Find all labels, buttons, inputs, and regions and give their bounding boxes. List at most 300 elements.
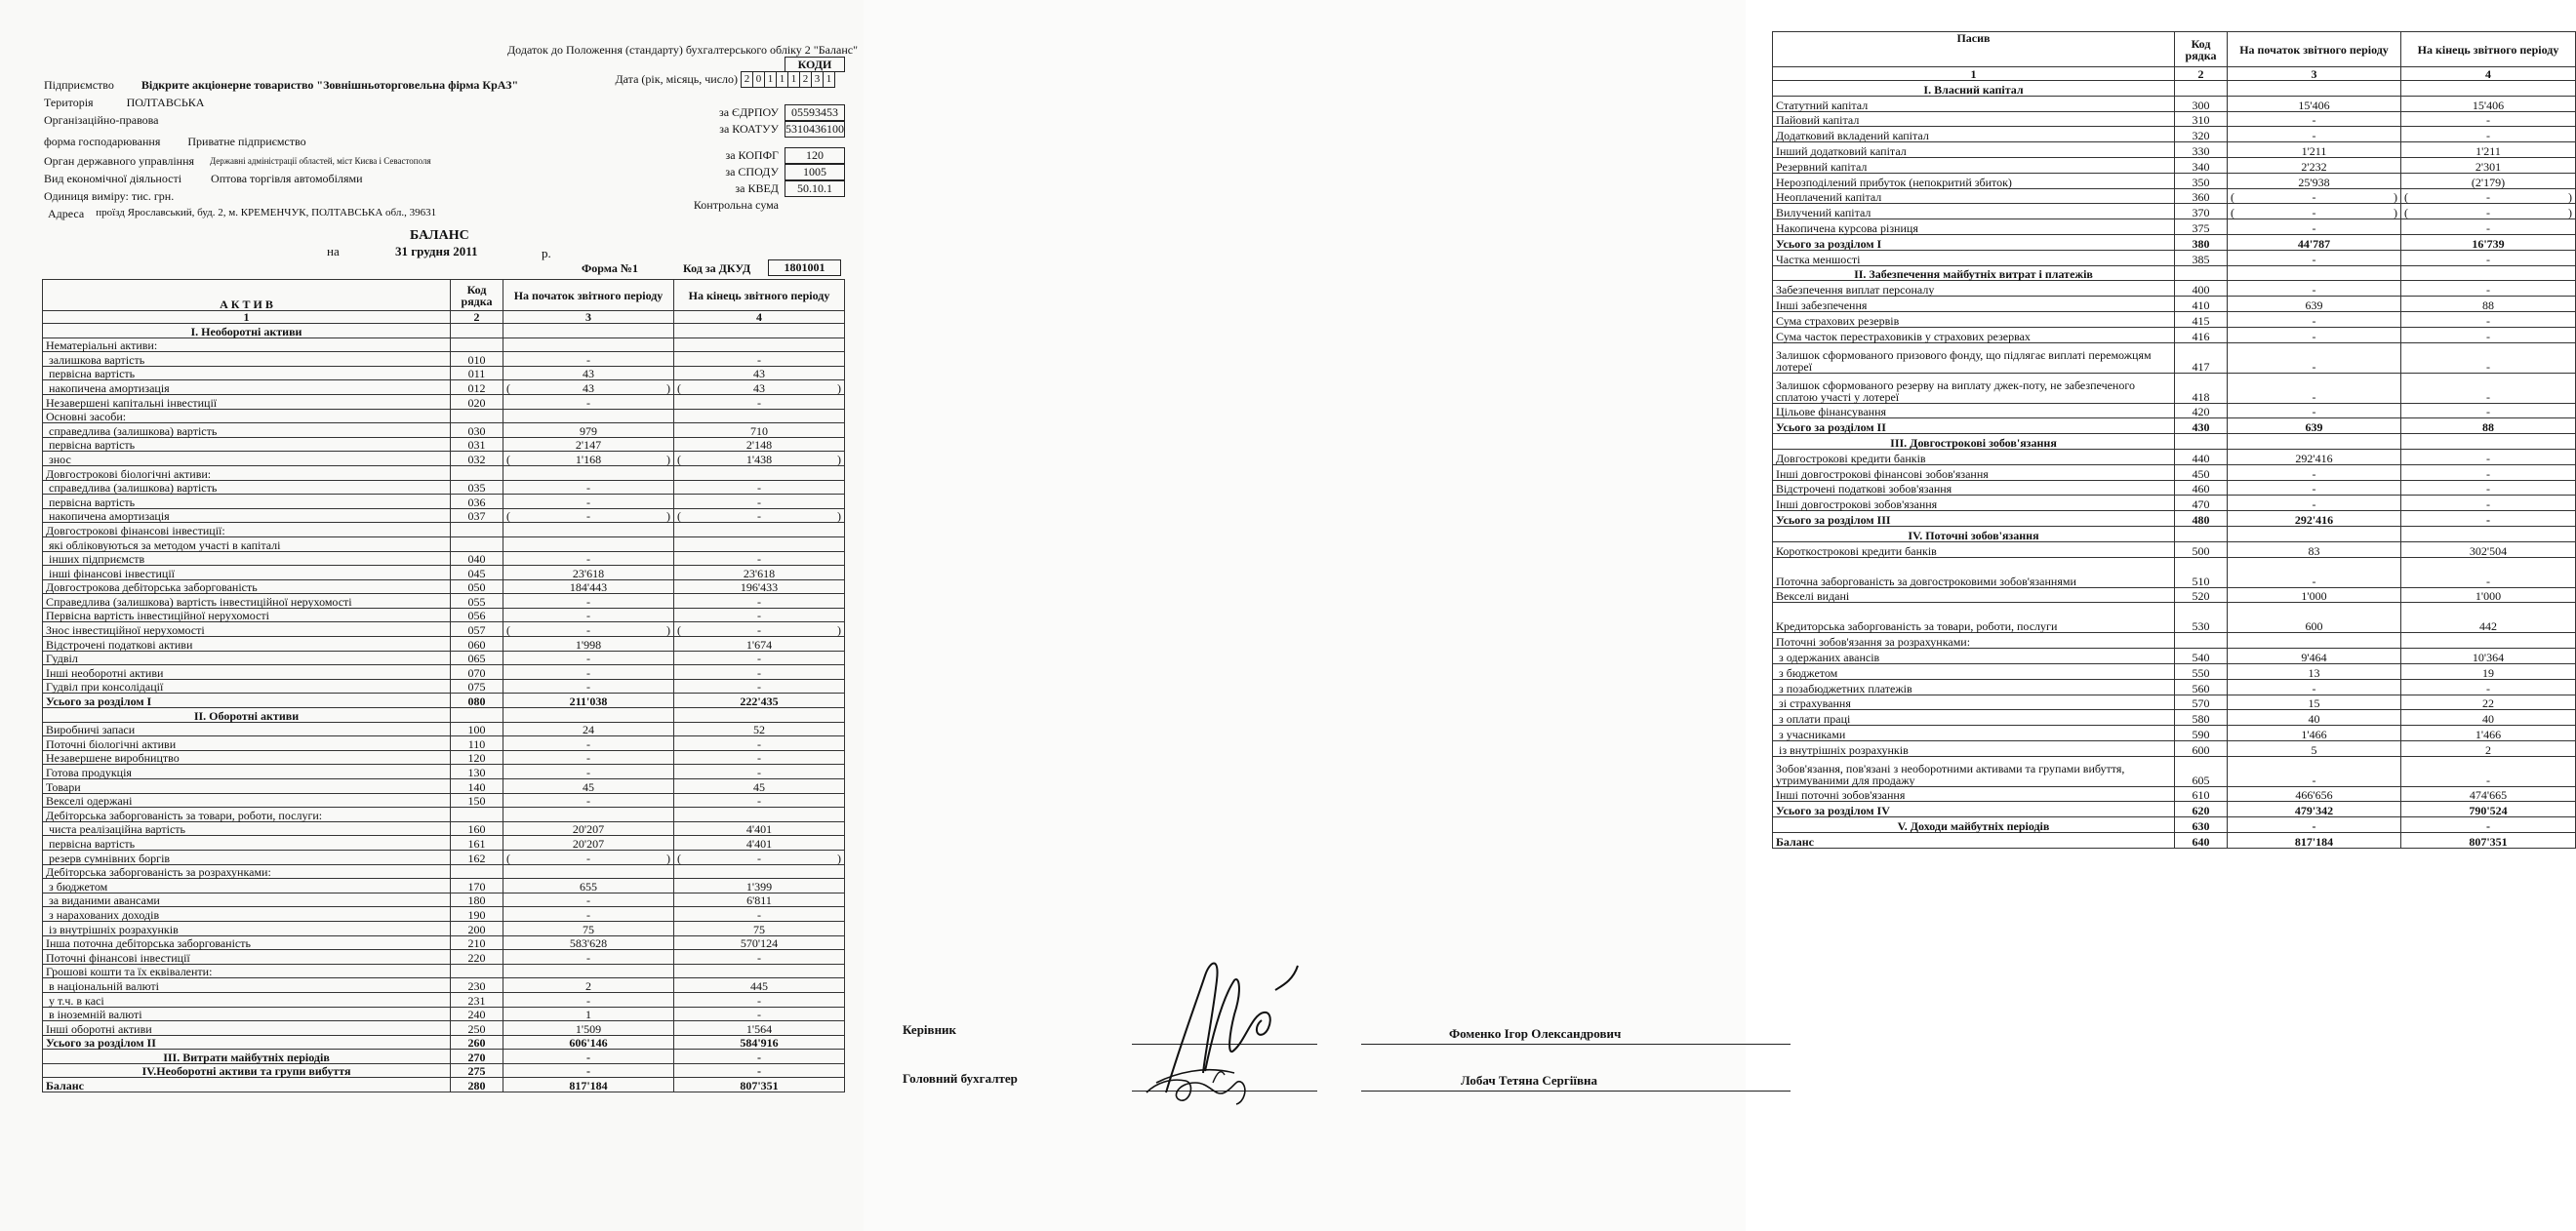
row-label: Інша поточна дебіторська заборгованість xyxy=(43,935,451,950)
table-row xyxy=(43,495,845,509)
row-value-end: 10'364 xyxy=(2401,649,2576,664)
table-row xyxy=(1773,127,2576,142)
table-row xyxy=(43,736,845,751)
balance-title: БАЛАНС xyxy=(410,228,469,243)
row-label: Незавершені капітальні інвестиції xyxy=(43,394,451,409)
row-value-end xyxy=(674,536,845,551)
row-label: з бюджетом xyxy=(1773,663,2175,679)
row-value-start: - xyxy=(2228,373,2401,403)
table-row xyxy=(1773,418,2576,434)
row-value-start: 600 xyxy=(2228,603,2401,633)
row-label: Дебіторська заборгованість за товари, роботи, послуги: xyxy=(43,808,451,822)
row-value-end: 52 xyxy=(674,722,845,736)
row-value-start: - xyxy=(503,907,674,922)
row-value-end: - xyxy=(2401,250,2576,265)
row-label: Інші оборотні активи xyxy=(43,1021,451,1036)
row-label: Частка меншості xyxy=(1773,250,2175,265)
row-value-end xyxy=(674,508,845,523)
section-heading: IV. Поточні зобов'язання xyxy=(1773,526,2175,541)
row-label: Довгострокові фінансові інвестиції: xyxy=(43,523,451,537)
row-label: Поточна заборгованість за довгостроковими зобов'язаннями xyxy=(1773,557,2175,587)
row-value-start: 20'207 xyxy=(503,836,674,851)
row-code: 100 xyxy=(451,722,503,736)
date-row xyxy=(597,71,845,88)
paren-close: ) xyxy=(2394,206,2397,220)
row-code: 220 xyxy=(451,950,503,965)
row-label: Відстрочені податкові зобов'язання xyxy=(1773,480,2175,496)
row-label: які обліковуються за методом участі в капіталі xyxy=(43,536,451,551)
row-value-start: - xyxy=(2228,219,2401,235)
row-value-end: 2'301 xyxy=(2401,157,2576,173)
table-row xyxy=(43,1063,845,1078)
row-label: Знос інвестиційної нерухомості xyxy=(43,622,451,637)
row-value-start: - xyxy=(2228,817,2401,833)
row-value-end: - xyxy=(674,679,845,694)
row-value-start: 211'038 xyxy=(503,694,674,708)
paren-close: ) xyxy=(2568,206,2572,220)
row-value-start: - xyxy=(503,1063,674,1078)
row-value-start: - xyxy=(2228,327,2401,342)
row-label: Цільове фінансування xyxy=(1773,403,2175,418)
row-value-end: - xyxy=(674,651,845,665)
row-value-start: - xyxy=(503,551,674,566)
row-label: з нарахованих доходів xyxy=(43,907,451,922)
table-row xyxy=(43,1021,845,1036)
code-row xyxy=(597,164,845,180)
row-value-end: - xyxy=(674,352,845,367)
row-value-end: - xyxy=(2401,496,2576,511)
row-label: Інші забезпечення xyxy=(1773,297,2175,312)
row-label: Незавершене виробництво xyxy=(43,750,451,765)
row-code: 375 xyxy=(2175,219,2228,235)
assets-header-name: А К Т И В xyxy=(43,280,451,311)
value-text: 43 xyxy=(753,380,765,395)
table-row xyxy=(1773,464,2576,480)
row-code: 610 xyxy=(2175,786,2228,802)
table-row xyxy=(43,338,845,352)
value-text: 1'438 xyxy=(745,452,773,466)
paren-open: ( xyxy=(2231,206,2234,220)
row-code: 180 xyxy=(451,893,503,907)
row-label: Інші необоротні активи xyxy=(43,665,451,680)
table-row xyxy=(1773,373,2576,403)
table-row xyxy=(1773,802,2576,817)
row-label: з позабюджетних платежів xyxy=(1773,679,2175,695)
paren-close: ) xyxy=(666,509,670,524)
balance-on-label: на xyxy=(327,244,340,258)
row-code: 210 xyxy=(451,935,503,950)
row-value-end xyxy=(674,622,845,637)
assets-header-code: Код рядка xyxy=(451,280,503,311)
table-row xyxy=(43,665,845,680)
row-code: 032 xyxy=(451,452,503,466)
table-row xyxy=(1773,111,2576,127)
table-row xyxy=(1773,81,2576,97)
date-cells xyxy=(742,71,835,88)
table-row xyxy=(1773,297,2576,312)
liab-header-end: На кінець звітного періоду xyxy=(2401,32,2576,67)
row-code: 031 xyxy=(451,437,503,452)
row-value-end xyxy=(674,409,845,423)
gov-label: Орган державного управління xyxy=(44,154,195,168)
table-row xyxy=(43,921,845,935)
row-value-start: - xyxy=(503,950,674,965)
row-value-start: 2 xyxy=(503,978,674,993)
table-row xyxy=(43,594,845,609)
table-row xyxy=(43,964,845,978)
empty-cell xyxy=(674,324,845,338)
row-label: Усього за розділом IV xyxy=(1773,802,2175,817)
row-code: 510 xyxy=(2175,557,2228,587)
table-row xyxy=(1773,342,2576,373)
table-row xyxy=(43,779,845,794)
balance-page-liabilities xyxy=(864,0,2572,1231)
row-label: Баланс xyxy=(1773,833,2175,849)
row-code: 070 xyxy=(451,665,503,680)
row-value-start: 15 xyxy=(2228,695,2401,710)
liabilities-table xyxy=(1772,31,2576,849)
row-value-start: - xyxy=(2228,250,2401,265)
row-value-end: - xyxy=(674,665,845,680)
liab-header-start: На початок звітного періоду xyxy=(2228,32,2401,67)
row-code xyxy=(451,523,503,537)
row-label: із внутрішніх розрахунків xyxy=(43,921,451,935)
row-value-end xyxy=(674,864,845,879)
row-value-start xyxy=(503,465,674,480)
table-row xyxy=(1773,188,2576,204)
code-label: за КОАТУУ xyxy=(719,122,779,136)
row-code: 440 xyxy=(2175,449,2228,464)
row-label: Інший додатковий капітал xyxy=(1773,142,2175,158)
row-code: 160 xyxy=(451,821,503,836)
row-code: 340 xyxy=(2175,157,2228,173)
row-code: 550 xyxy=(2175,663,2228,679)
row-code: 330 xyxy=(2175,142,2228,158)
table-row xyxy=(43,622,845,637)
row-label: Зобов'язання, пов'язані з необоротними активами та групами вибуття, утримуваними для продажу xyxy=(1773,756,2175,786)
row-value-start xyxy=(503,409,674,423)
paren-close: ) xyxy=(837,380,841,395)
empty-cell xyxy=(2401,81,2576,97)
code-value xyxy=(785,197,845,214)
row-label: Усього за розділом II xyxy=(1773,418,2175,434)
row-value-end xyxy=(674,452,845,466)
row-value-start: - xyxy=(2228,127,2401,142)
row-label: Поточні зобов'язання за розрахунками: xyxy=(1773,633,2175,649)
table-row xyxy=(1773,557,2576,587)
codes-title: КОДИ xyxy=(785,57,845,72)
code-label: Контрольна сума xyxy=(693,198,779,212)
row-code: 385 xyxy=(2175,250,2228,265)
row-label: Статутний капітал xyxy=(1773,96,2175,111)
row-value-start: - xyxy=(2228,342,2401,373)
section-heading: II. Забезпечення майбутніх витрат і платежів xyxy=(1773,265,2175,281)
row-label: Усього за розділом II xyxy=(43,1035,451,1050)
row-label: Усього за розділом I xyxy=(43,694,451,708)
row-value-end: 1'466 xyxy=(2401,726,2576,741)
row-value-end: - xyxy=(674,1063,845,1078)
row-value-start: 1'998 xyxy=(503,637,674,652)
row-code: 400 xyxy=(2175,281,2228,297)
code-value: 50.10.1 xyxy=(785,180,845,197)
table-row xyxy=(1773,633,2576,649)
table-row xyxy=(43,907,845,922)
row-label: Векселі видані xyxy=(1773,587,2175,603)
row-value-end: 790'524 xyxy=(2401,802,2576,817)
row-value-end: 807'351 xyxy=(674,1078,845,1092)
row-value-end: - xyxy=(674,480,845,495)
paren-open: ( xyxy=(2404,206,2408,220)
legal-form-label-1: Організаційно-правова xyxy=(44,113,159,127)
row-label: Справедлива (залишкова) вартість інвестиційної нерухомості xyxy=(43,594,451,609)
value-text: 1'168 xyxy=(575,452,602,466)
table-row xyxy=(1773,157,2576,173)
row-label: Товари xyxy=(43,779,451,794)
row-code: 130 xyxy=(451,765,503,779)
row-label: за виданими авансами xyxy=(43,893,451,907)
row-code: 060 xyxy=(451,637,503,652)
row-value-start: - xyxy=(503,495,674,509)
row-value-start: 15'406 xyxy=(2228,96,2401,111)
table-row xyxy=(43,765,845,779)
row-value-start: 606'146 xyxy=(503,1035,674,1050)
row-label: залишкова вартість xyxy=(43,352,451,367)
row-value-end xyxy=(674,808,845,822)
row-code: 275 xyxy=(451,1063,503,1078)
table-row xyxy=(1773,219,2576,235)
row-value-start xyxy=(503,850,674,864)
row-value-end: 15'406 xyxy=(2401,96,2576,111)
row-value-start xyxy=(503,964,674,978)
row-value-start xyxy=(503,508,674,523)
row-label: Залишок сформованого призового фонду, що підлягає виплаті переможцям лотереї xyxy=(1773,342,2175,373)
paren-close: ) xyxy=(837,851,841,865)
table-row xyxy=(1773,740,2576,756)
balance-page-assets xyxy=(0,0,864,1231)
row-code: 280 xyxy=(451,1078,503,1092)
row-value-start: 292'416 xyxy=(2228,511,2401,527)
row-value-end: 22 xyxy=(2401,695,2576,710)
empty-cell xyxy=(503,708,674,723)
territory-value: ПОЛТАВСЬКА xyxy=(126,96,205,109)
date-digit-cell: 1 xyxy=(776,71,788,88)
row-code: 630 xyxy=(2175,817,2228,833)
code-label: за СПОДУ xyxy=(725,165,779,179)
row-label: Довгострокова дебіторська заборгованість xyxy=(43,579,451,594)
table-row xyxy=(1773,327,2576,342)
table-row xyxy=(1773,96,2576,111)
row-label: у т.ч. в касі xyxy=(43,992,451,1007)
code-row xyxy=(597,104,845,121)
table-row xyxy=(1773,311,2576,327)
row-value-end: - xyxy=(2401,403,2576,418)
table-row xyxy=(43,508,845,523)
row-value-end: - xyxy=(2401,127,2576,142)
row-code: 430 xyxy=(2175,418,2228,434)
code-label: за КОПФГ xyxy=(725,148,779,162)
row-value-start: 23'618 xyxy=(503,566,674,580)
row-label: первісна вартість xyxy=(43,836,451,851)
assets-table xyxy=(42,279,845,1092)
row-label: Баланс xyxy=(43,1078,451,1092)
row-value-end: - xyxy=(674,594,845,609)
table-row xyxy=(43,821,845,836)
row-code: 057 xyxy=(451,622,503,637)
row-value-end: 23'618 xyxy=(674,566,845,580)
row-value-start: - xyxy=(503,736,674,751)
activity-value: Оптова торгівля автомобілями xyxy=(211,172,363,185)
row-label: справедлива (залишкова) вартість xyxy=(43,480,451,495)
row-value-start: - xyxy=(503,608,674,622)
table-row xyxy=(1773,403,2576,418)
row-label: інші фінансові інвестиції xyxy=(43,566,451,580)
table-row xyxy=(43,480,845,495)
row-value-start: 655 xyxy=(503,879,674,893)
row-code: 370 xyxy=(2175,204,2228,219)
table-row xyxy=(1773,234,2576,250)
director-name: Фоменко Ігор Олександрович xyxy=(1449,1026,1622,1041)
row-label: Гудвіл xyxy=(43,651,451,665)
row-value-end: - xyxy=(674,1007,845,1021)
row-label: Пайовий капітал xyxy=(1773,111,2175,127)
table-row xyxy=(1773,526,2576,541)
row-code: 161 xyxy=(451,836,503,851)
date-digit-cell: 1 xyxy=(787,71,800,88)
row-label: первісна вартість xyxy=(43,366,451,380)
row-label: Забезпечення виплат персоналу xyxy=(1773,281,2175,297)
table-row xyxy=(43,366,845,380)
row-label: з одержаних авансів xyxy=(1773,649,2175,664)
row-value-end: - xyxy=(674,793,845,808)
table-row xyxy=(1773,449,2576,464)
date-digit-cell: 1 xyxy=(764,71,777,88)
table-row xyxy=(43,324,845,338)
row-label: Інші довгострокові фінансові зобов'язання xyxy=(1773,464,2175,480)
row-value-start: - xyxy=(503,893,674,907)
table-row xyxy=(43,879,845,893)
paren-open: ( xyxy=(2404,190,2408,205)
table-row xyxy=(1773,281,2576,297)
accountant-name: Лобач Тетяна Сергіївна xyxy=(1461,1073,1598,1088)
row-label: Залишок сформованого резерву на виплату джек-поту, не забезпеченого сплатою участі у лотереї xyxy=(1773,373,2175,403)
table-row xyxy=(43,992,845,1007)
row-value-end: - xyxy=(674,750,845,765)
liab-index-1: 1 xyxy=(1773,67,2175,81)
row-value-start: - xyxy=(2228,480,2401,496)
row-value-end: - xyxy=(2401,817,2576,833)
row-code: 065 xyxy=(451,651,503,665)
row-value-start: 20'207 xyxy=(503,821,674,836)
row-value-start: 44'787 xyxy=(2228,234,2401,250)
date-digit-cell: 2 xyxy=(799,71,812,88)
row-value-end: - xyxy=(2401,756,2576,786)
row-code: 240 xyxy=(451,1007,503,1021)
row-value-start: 979 xyxy=(503,423,674,438)
accountant-name-line xyxy=(1361,1091,1791,1092)
table-row xyxy=(43,808,845,822)
table-row xyxy=(1773,142,2576,158)
row-code: 035 xyxy=(451,480,503,495)
row-label: Сума страхових резервів xyxy=(1773,311,2175,327)
empty-cell xyxy=(2228,265,2401,281)
row-label: первісна вартість xyxy=(43,437,451,452)
row-label: Неоплачений капітал xyxy=(1773,188,2175,204)
row-label: Довгострокові кредити банків xyxy=(1773,449,2175,464)
row-label: чиста реалізаційна вартість xyxy=(43,821,451,836)
row-value-end: 710 xyxy=(674,423,845,438)
row-value-start xyxy=(503,808,674,822)
table-row xyxy=(1773,726,2576,741)
assets-header-start: На початок звітного періоду xyxy=(503,280,674,311)
row-label: Інші довгострокові зобов'язання xyxy=(1773,496,2175,511)
empty-cell xyxy=(2228,81,2401,97)
assets-index-4: 4 xyxy=(674,311,845,324)
row-label: Відстрочені податкові активи xyxy=(43,637,451,652)
table-row xyxy=(43,536,845,551)
table-row xyxy=(1773,434,2576,450)
territory-label: Територія xyxy=(44,96,94,109)
table-row xyxy=(43,1078,845,1092)
table-row xyxy=(43,935,845,950)
table-row xyxy=(43,608,845,622)
code-label: за КВЕД xyxy=(735,181,779,195)
row-code: 420 xyxy=(2175,403,2228,418)
row-code: 080 xyxy=(451,694,503,708)
paren-open: ( xyxy=(2231,190,2234,205)
row-code: 140 xyxy=(451,779,503,794)
row-value-start: - xyxy=(2228,557,2401,587)
row-value-start xyxy=(503,338,674,352)
row-value-end: 1'000 xyxy=(2401,587,2576,603)
row-value-start xyxy=(503,452,674,466)
row-value-end: 302'504 xyxy=(2401,541,2576,557)
row-label: III. Витрати майбутніх періодів xyxy=(43,1050,451,1064)
row-value-end: - xyxy=(674,1050,845,1064)
row-value-start: - xyxy=(503,793,674,808)
row-value-end: 75 xyxy=(674,921,845,935)
row-value-start: 639 xyxy=(2228,418,2401,434)
section-heading: I. Власний капітал xyxy=(1773,81,2175,97)
table-row xyxy=(1773,173,2576,188)
row-code: 560 xyxy=(2175,679,2228,695)
table-row xyxy=(43,793,845,808)
date-digit-cell: 1 xyxy=(823,71,835,88)
row-label: Кредиторська заборгованість за товари, роботи, послуги xyxy=(1773,603,2175,633)
row-code: 418 xyxy=(2175,373,2228,403)
accountant-label: Головний бухгалтер xyxy=(903,1071,1018,1086)
row-code: 056 xyxy=(451,608,503,622)
row-value-start: 639 xyxy=(2228,297,2401,312)
row-label: Вилучений капітал xyxy=(1773,204,2175,219)
value-text: - xyxy=(757,509,761,524)
row-value-end: 88 xyxy=(2401,297,2576,312)
row-value-start: 583'628 xyxy=(503,935,674,950)
row-value-start: 75 xyxy=(503,921,674,935)
activity-label: Вид економічної діяльності xyxy=(44,172,182,185)
liab-index-4: 4 xyxy=(2401,67,2576,81)
director-label: Керівник xyxy=(903,1022,957,1037)
row-label: Гудвіл при консолідації xyxy=(43,679,451,694)
row-value-end: 4'401 xyxy=(674,821,845,836)
row-label: Довгострокові біологічні активи: xyxy=(43,465,451,480)
liab-index-2: 2 xyxy=(2175,67,2228,81)
row-code: 415 xyxy=(2175,311,2228,327)
code-row xyxy=(597,121,845,138)
row-code: 037 xyxy=(451,508,503,523)
row-label: Нематеріальні активи: xyxy=(43,338,451,352)
paren-open: ( xyxy=(506,380,510,395)
code-value: 120 xyxy=(785,147,845,164)
